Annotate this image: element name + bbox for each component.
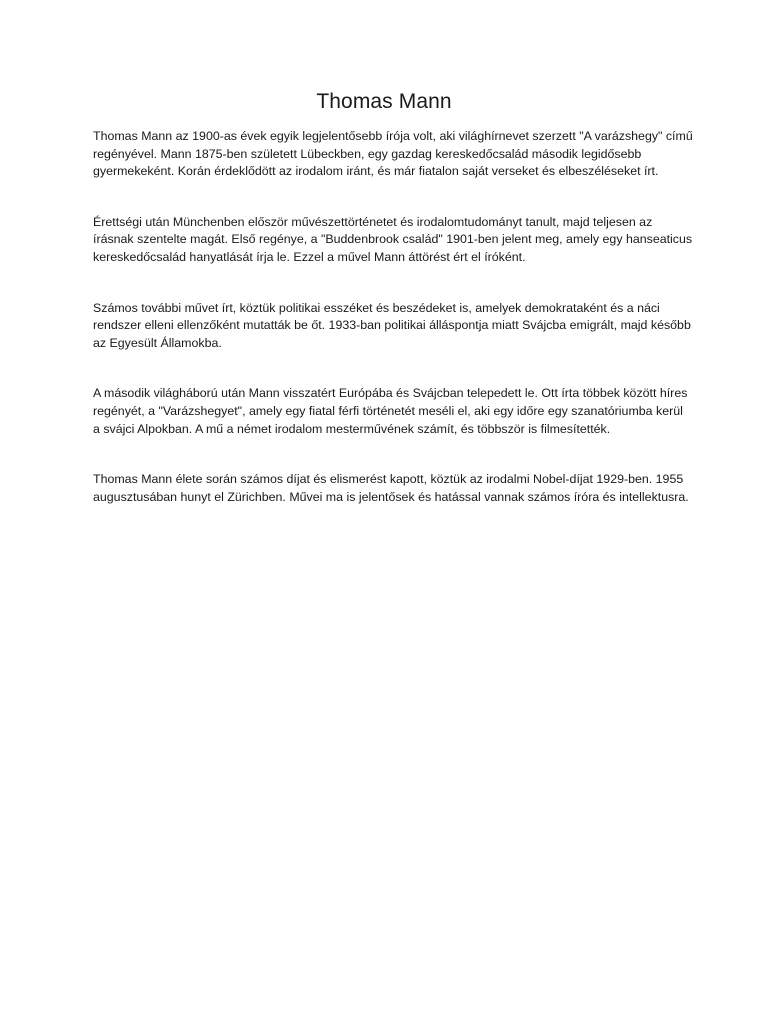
- paragraph-2: Érettségi után Münchenben először művészettörténetet és irodalomtudományt tanult, majd teljesen az írásnak szentelte magát. Első regénye, a "Buddenbrook család" 1901-ben jelent meg, amely egy hanseaticus kereskedőcsalád hanyatlását írja le. Ezzel a művel Mann áttörést ért el íróként.: [93, 214, 693, 264]
- paragraph-3: Számos további művet írt, köztük politikai esszéket és beszédeket is, amelyek demokrataként és a náci rendszer elleni ellenzőként mutatták be őt. 1933-ban politikai álláspontja miatt Svájcba emigrált, majd később az Egyesült Államokba.: [93, 300, 691, 350]
- paragraph-4: A második világháború után Mann visszatért Európába és Svájcban telepedett le. Ott írta többek között híres regényét, a "Varázshegyet", amely egy fiatal férfi történetét meséli el, aki egy időre egy szanatóriumba kerül a svájci Alpokban. A mű a német irodalom mesterművének számít, és többször is filmesítették.: [93, 386, 688, 436]
- paragraph-1: Thomas Mann az 1900-as évek egyik legjelentősebb írója volt, aki világhírnevet szerzett "A varázshegy" című regényével. Mann 1875-ben született Lübeckben, egy gazdag kereskedőcsalád második legidősebb gyermekeként. Korán érdeklődött az irodalom iránt, és már fiatalon saját verseket és elbeszéléseket írt.: [93, 129, 693, 179]
- document-body: [93, 128, 693, 539]
- document-title: Thomas Mann: [316, 90, 452, 113]
- paragraph-5: Thomas Mann élete során számos díjat és elismerést kapott, köztük az irodalmi Nobel-díjat 1929-ben. 1955 augusztusában hunyt el Zürichben. Művei ma is jelentősek és hatással vannak számos íróra és intellektusra.: [93, 472, 689, 504]
